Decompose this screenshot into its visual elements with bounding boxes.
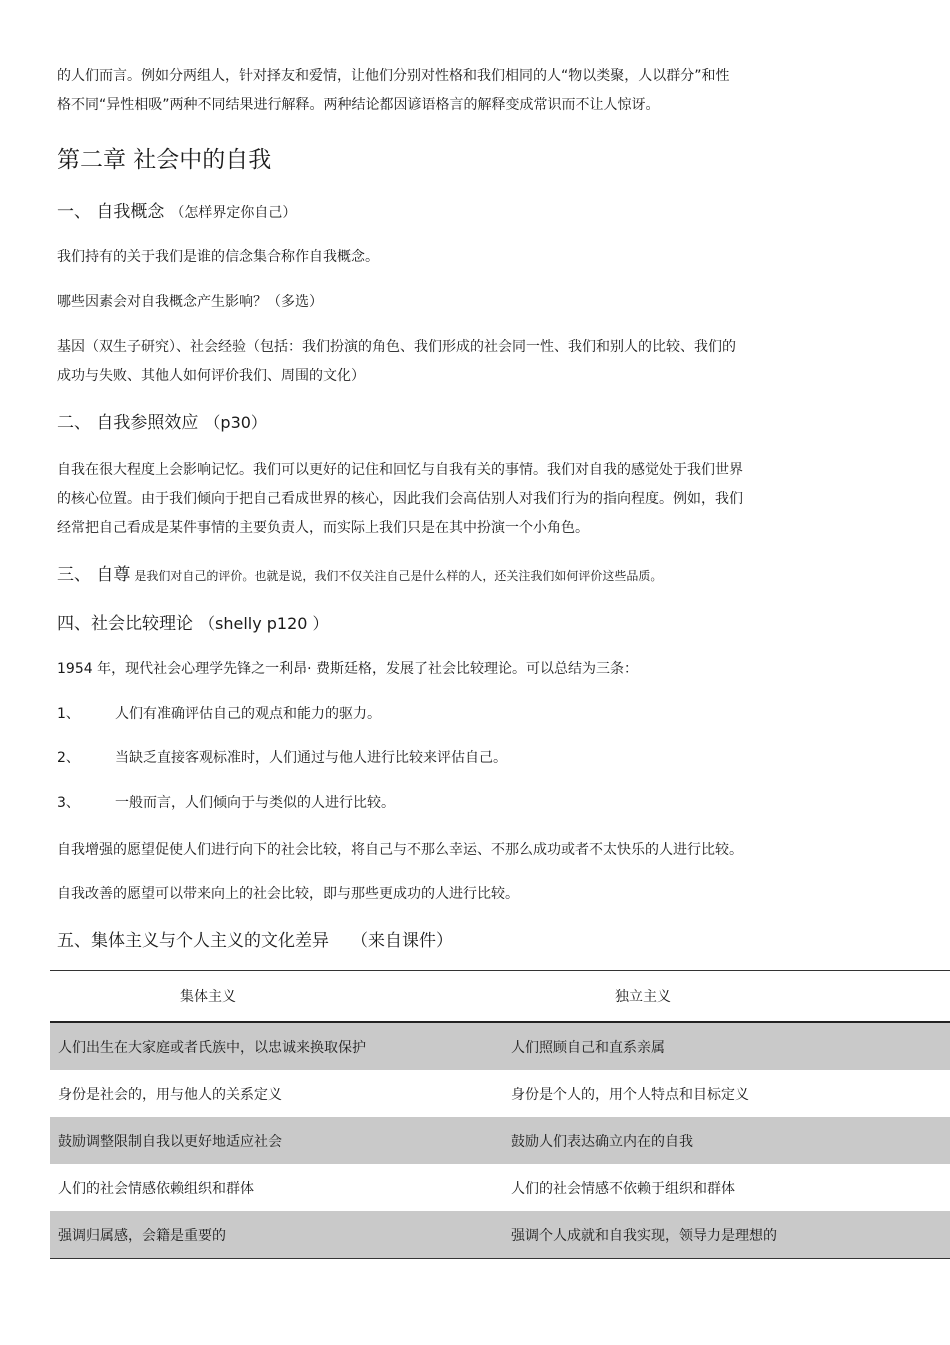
section-5-heading <box>57 928 453 954</box>
list-item <box>57 789 395 818</box>
table-cell: 身份是社会的，用与他人的关系定义 <box>58 1086 282 1103</box>
section-4-downward-comparison: 自我增强的愿望促使人们进行向下的社会比较，将自己与不那么幸运、不那么成功或者不太快乐的人进行比较。 <box>57 842 743 858</box>
intro-line-1: 的人们而言。例如分两组人，针对择友和爱情，让他们分别对性格和我们相同的人“物以类聚，人以群分”和性 <box>57 68 730 84</box>
section-2-line-1: 自我在很大程度上会影响记忆。我们可以更好的记住和回忆与自我有关的事情。我们对自我的感觉处于我们世界 <box>57 462 743 478</box>
section-3-text: 是我们对自己的评价。也就是说，我们不仅关注自己是什么样的人，还关注我们如何评价这些品质。 <box>134 569 663 583</box>
table-row <box>50 1164 950 1211</box>
list-item-text: 一般而言，人们倾向于与类似的人进行比较。 <box>115 795 395 811</box>
list-item-text: 人们有准确评估自己的观点和能力的驱力。 <box>115 706 381 722</box>
section-4-intro: 1954 年，现代社会心理学先锋之一利昂· 费斯廷格，发展了社会比较理论。可以总结为三条： <box>57 661 638 677</box>
list-item-number: 2、 <box>57 750 80 766</box>
table-cell: 强调归属感，会籍是重要的 <box>50 1211 503 1259</box>
table-row <box>50 1022 950 1070</box>
section-5-title: 五、集体主义与个人主义的文化差异 <box>57 931 329 951</box>
section-1-paragraph-1: 我们持有的关于我们是谁的信念集合称作自我概念。 <box>57 249 379 265</box>
chapter-title: 第二章 社会中的自我 <box>57 147 272 173</box>
section-1-heading <box>57 199 296 226</box>
section-2-heading <box>57 410 267 436</box>
section-1-paragraph-3-line-2: 成功与失败、其他人如何评价我们、周围的文化） <box>57 368 365 384</box>
list-item <box>57 700 381 729</box>
section-1-paragraph-3-line-1: 基因（双生子研究）、社会经验（包括：我们扮演的角色、我们形成的社会同一性、我们和别人的比较、我们的 <box>57 339 736 355</box>
section-1-title: 一、 自我概念 <box>57 202 165 222</box>
column-header-collectivism: 集体主义 <box>50 971 503 1023</box>
table-cell: 强调个人成就和自我实现，领导力是理想的 <box>503 1211 950 1259</box>
table-cell: 人们的社会情感依赖组织和群体 <box>58 1180 254 1197</box>
section-4-upward-comparison: 自我改善的愿望可以带来向上的社会比较，即与那些更成功的人进行比较。 <box>57 886 519 902</box>
section-4-note: （shelly p120 ） <box>199 614 329 633</box>
section-3-heading <box>57 562 662 589</box>
table-row <box>50 1117 950 1164</box>
table-header-row <box>50 971 950 1023</box>
table-cell: 人们照顾自己和直系亲属 <box>503 1022 950 1070</box>
intro-line-2: 格不同“异性相吸”两种不同结果进行解释。两种结论都因谚语格言的解释变成常识而不让人惊讶。 <box>57 97 660 113</box>
table-cell: 鼓励人们表达确立内在的自我 <box>503 1117 950 1164</box>
section-3-title: 三、 自尊 <box>57 565 131 585</box>
section-4-heading <box>57 611 329 637</box>
table-row <box>50 1070 950 1117</box>
list-item-text: 当缺乏直接客观标准时，人们通过与他人进行比较来评估自己。 <box>115 750 507 766</box>
list-item-number: 1、 <box>57 706 80 722</box>
table-cell: 鼓励调整限制自我以更好地适应社会 <box>50 1117 503 1164</box>
table-cell: 人们的社会情感不依赖于组织和群体 <box>511 1180 735 1197</box>
table-cell: 身份是个人的，用个人特点和目标定义 <box>511 1086 749 1103</box>
list-item <box>57 744 507 773</box>
culture-comparison-table <box>50 970 950 1259</box>
column-header-independence: 独立主义 <box>503 971 950 1023</box>
section-4-title: 四、社会比较理论 <box>57 614 193 634</box>
section-2-note: （p30） <box>204 413 267 432</box>
section-2-title: 二、 自我参照效应 <box>57 413 199 433</box>
section-1-paragraph-2: 哪些因素会对自我概念产生影响？（多选） <box>57 294 323 310</box>
list-item-number: 3、 <box>57 795 80 811</box>
table-cell: 人们出生在大家庭或者氏族中，以忠诚来换取保护 <box>50 1022 503 1070</box>
table-row <box>50 1211 950 1259</box>
section-1-note: （怎样界定你自己） <box>170 205 297 221</box>
section-5-note: （来自课件） <box>351 931 453 951</box>
section-2-line-2: 的核心位置。由于我们倾向于把自己看成世界的核心，因此我们会高估别人对我们行为的指向程度。例如，我们 <box>57 491 743 507</box>
section-2-line-3: 经常把自己看成是某件事情的主要负责人，而实际上我们只是在其中扮演一个小角色。 <box>57 520 589 536</box>
